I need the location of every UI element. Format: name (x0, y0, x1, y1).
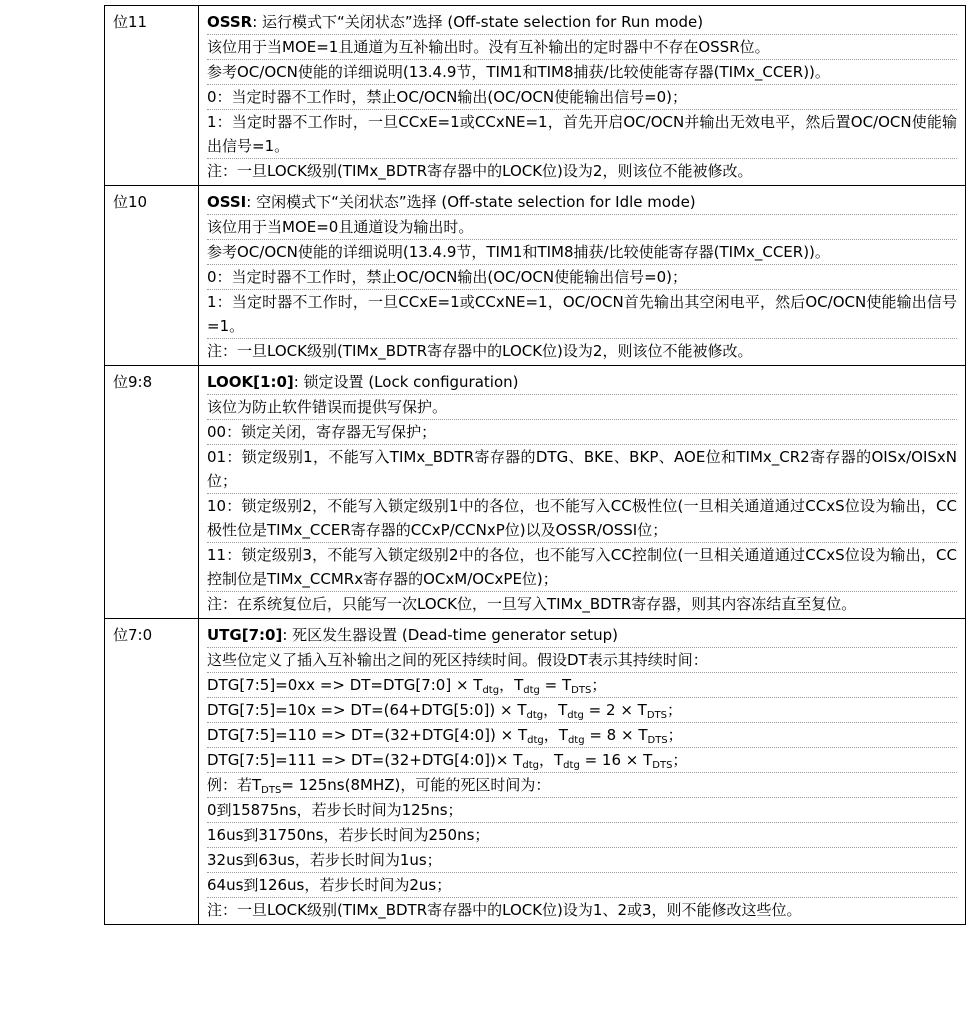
field-name: OSSR (207, 13, 253, 31)
field-name: UTG[7:0] (207, 626, 283, 644)
field-title-line (207, 623, 957, 648)
bit-description (199, 619, 966, 925)
table-row (105, 619, 966, 925)
field-name: LOOK[1:0] (207, 373, 294, 391)
description-line: 0：当定时器不工作时，禁止OC/OCN输出(OC/OCN使能输出信号=0)； (207, 265, 957, 290)
field-title-line (207, 190, 957, 215)
table-row (105, 366, 966, 619)
formula-line: DTG[7:5]=111 => DT=(32+DTG[4:0])× $T_{dtg}$，$T_{dtg} = 16 \times T_{DTS}$； (207, 748, 957, 773)
field-title: : 死区发生器设置 (Dead-time generator setup) (282, 626, 618, 644)
bit-number: 位10 (105, 186, 199, 366)
description-line: 参考OC/OCN使能的详细说明(13.4.9节，TIM1和TIM8捕获/比较使能寄存器(TIMx_CCER))。 (207, 60, 957, 85)
table-row (105, 6, 966, 186)
range-line: 0到15875ns，若步长时间为125ns； (207, 798, 957, 823)
description-line: 11：锁定级别3，不能写入锁定级别2中的各位，也不能写入CC控制位(一旦相关通道通过CCxS位设为输出，CC控制位是TIMx_CCMRx寄存器的OCxM/OCxPE位)； (207, 543, 957, 592)
table-row (105, 186, 966, 366)
description-line: 该位为防止软件错误而提供写保护。 (207, 395, 957, 420)
field-title-line (207, 370, 957, 395)
bit-description (199, 186, 966, 366)
bit-description (199, 6, 966, 186)
field-name: OSSI (207, 193, 247, 211)
description-line: 1：当定时器不工作时，一旦CCxE=1或CCxNE=1，首先开启OC/OCN并输出无效电平，然后置OC/OCN使能输出信号=1。 (207, 110, 957, 159)
description-line: 01：锁定级别1，不能写入TIMx_BDTR寄存器的DTG、BKE、BKP、AOE位和TIMx_CR2寄存器的OISx/OISxN位； (207, 445, 957, 494)
description-line: 参考OC/OCN使能的详细说明(13.4.9节，TIM1和TIM8捕获/比较使能寄存器(TIMx_CCER))。 (207, 240, 957, 265)
note-line: 注：在系统复位后，只能写一次LOCK位，一旦写入TIMx_BDTR寄存器，则其内容冻结直至复位。 (207, 595, 857, 613)
note-line: 注：一旦LOCK级别(TIMx_BDTR寄存器中的LOCK位)设为1、2或3，则不能修改这些位。 (207, 901, 802, 919)
field-title: : 空闲模式下“关闭状态”选择 (Off-state selection for Idle mode) (246, 193, 696, 211)
formula-line: DTG[7:5]=0xx => DT=DTG[7:0] × $T_{dtg}$，$T_{dtg} = T_{DTS}$； (207, 673, 957, 698)
description-line: 10：锁定级别2，不能写入锁定级别1中的各位，也不能写入CC极性位(一旦相关通道通过CCxS位设为输出，CC极性位是TIMx_CCER寄存器的CCxP/CCNxP位)以及OSSR/OSSI位； (207, 494, 957, 543)
example-line: 例：若$T_{DTS}= 125ns(8MHZ)$，可能的死区时间为： (207, 773, 957, 798)
description-line: 该位用于当MOE=1且通道为互补输出时。没有互补输出的定时器中不存在OSSR位。 (207, 35, 957, 60)
field-title-line (207, 10, 957, 35)
field-title: : 锁定设置 (Lock configuration) (293, 373, 519, 391)
note-line: 注：一旦LOCK级别(TIMx_BDTR寄存器中的LOCK位)设为2，则该位不能被修改。 (207, 162, 753, 180)
bit-description (199, 366, 966, 619)
description-line: 1：当定时器不工作时，一旦CCxE=1或CCxNE=1，OC/OCN首先输出其空闲电平，然后OC/OCN使能输出信号=1。 (207, 290, 957, 339)
formula-line: DTG[7:5]=10x => DT=(64+DTG[5:0]) × $T_{dtg}$，$T_{dtg} = 2 \times T_{DTS}$； (207, 698, 957, 723)
description-line: 00：锁定关闭，寄存器无写保护； (207, 420, 957, 445)
range-line: 64us到126us，若步长时间为2us； (207, 873, 957, 898)
description-line: 这些位定义了插入互补输出之间的死区持续时间。假设DT表示其持续时间： (207, 648, 957, 673)
bit-number: 位9:8 (105, 366, 199, 619)
description-line: 该位用于当MOE=0且通道设为输出时。 (207, 215, 957, 240)
formula-line: DTG[7:5]=110 => DT=(32+DTG[4:0]) × $T_{dtg}$，$T_{dtg} = 8 \times T_{DTS}$； (207, 723, 957, 748)
note-line: 注：一旦LOCK级别(TIMx_BDTR寄存器中的LOCK位)设为2，则该位不能被修改。 (207, 342, 753, 360)
range-line: 32us到63us，若步长时间为1us； (207, 848, 957, 873)
bit-number: 位7:0 (105, 619, 199, 925)
range-line: 16us到31750ns，若步长时间为250ns； (207, 823, 957, 848)
field-title: : 运行模式下“关闭状态”选择 (Off-state selection for Run mode) (252, 13, 704, 31)
register-bit-table (104, 5, 966, 925)
description-line: 0：当定时器不工作时，禁止OC/OCN输出(OC/OCN使能输出信号=0)； (207, 85, 957, 110)
bit-number: 位11 (105, 6, 199, 186)
